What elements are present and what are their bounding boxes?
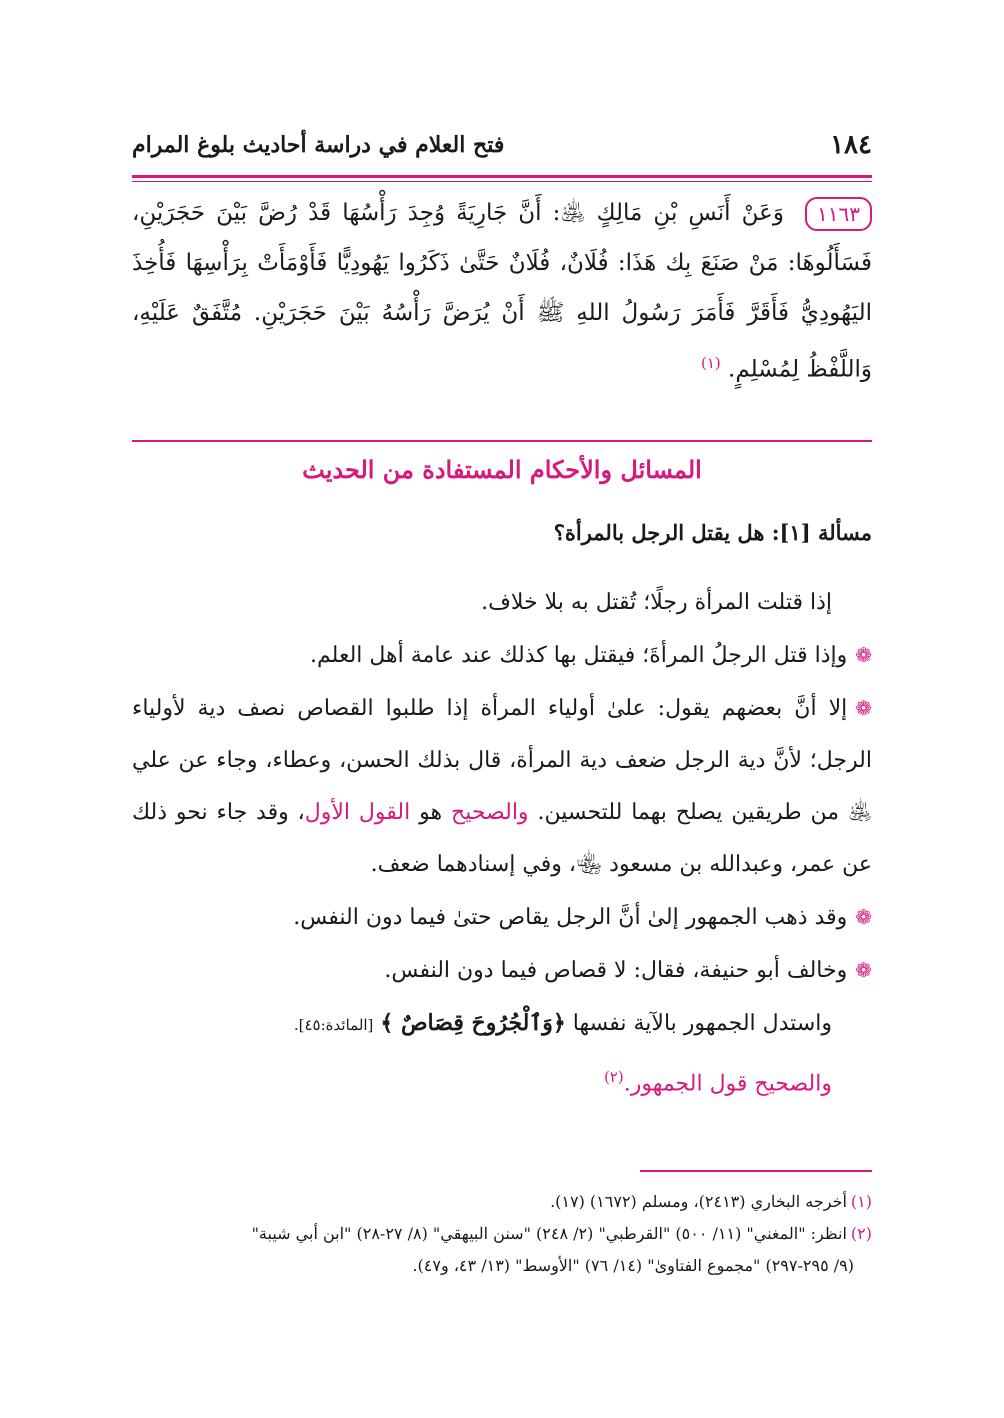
- footnote-2-text-b: (٩/ ٢٩٥-٢٩٧) "مجموع الفتاوىٰ" (١٤/ ٧٦) "الأوسط" (١٣/ ٤٣، و٤٧).: [412, 1256, 854, 1275]
- footnote-ref-1[interactable]: (١): [700, 354, 721, 372]
- flower-icon: ❁: [855, 905, 872, 929]
- paragraph-7: [132, 1051, 872, 1110]
- paragraph-6: [132, 997, 872, 1051]
- correct-label: والصحيح: [451, 800, 529, 825]
- footnote-2-number: (٢): [850, 1224, 872, 1243]
- paragraph-3-is: هو: [419, 800, 443, 825]
- hadith-text: وَعَنْ أَنَسِ بْنِ مَالِكٍ ﵁: أَنَّ جَارِيَةً وُجِدَ رَأْسُهَا قَدْ رُضَّ بَيْنَ حَجَرَيْنِ، فَسَأَلُوهَا: مَنْ صَنَعَ بِك هَذَا: فُلَانٌ، فُلَانٌ حَتَّىٰ ذَكَرُوا يَهُودِيًّا فَأَوْمَأَتْ بِرَأْسِهَا فَأُخِذَ اليَهُودِيُّ فَأَقَرَّ فَأَمَرَ رَسُولُ اللهِ ﷺ أَنْ يُرَضَّ رَأْسُهُ بَيْنَ حَجَرَيْنِ. مُتَّفَقٌ عَلَيْهِ، وَاللَّفْظُ لِمُسْلِمٍ.: [132, 200, 872, 383]
- question-text: هل يقتل الرجل بالمرأة؟: [553, 520, 765, 545]
- paragraph-1: إذا قتلت المرأة رجلًا؛ تُقتل به بلا خلاف.: [481, 590, 832, 615]
- footnotes: [132, 1188, 872, 1284]
- page-number: ١٨٤: [830, 130, 872, 160]
- flower-icon: ❁: [855, 696, 872, 720]
- section-title: المسائل والأحكام المستفادة من الحديث: [302, 455, 702, 484]
- hadith-number-badge: ١١٦٣: [805, 197, 872, 231]
- hadith-block: [132, 188, 872, 395]
- paragraph-4: [132, 891, 872, 944]
- footnote-1-number: (١): [850, 1192, 872, 1211]
- paragraph-5-text: وخالف أبو حنيفة، فقال: لا قصاص فيما دون النفس.: [384, 958, 848, 983]
- first-opinion-label: القول الأول: [304, 800, 411, 825]
- footnote-ref-2[interactable]: (٢): [603, 1068, 624, 1086]
- footnote-2-continued: [132, 1252, 872, 1280]
- paragraph-2-text: وإذا قتل الرجلُ المرأةَ؛ فيقتل بها كذلك عند عامة أهل العلم.: [310, 643, 848, 668]
- footnote-2: [132, 1220, 872, 1248]
- running-title: فتح العلام في دراسة أحاديث بلوغ المرام: [132, 132, 505, 158]
- paragraph-6-text: واستدل الجمهور بالآية نفسها: [572, 1011, 832, 1036]
- question-heading: [132, 520, 872, 545]
- paragraph-3: [132, 682, 872, 891]
- footnote-1-text: أخرجه البخاري (٢٤١٣)، ومسلم (١٦٧٢) (١٧).: [550, 1192, 847, 1211]
- footnote-2-text-a: انظر: "المغني" (١١/ ٥٠٠) "القرطبي" (٢/ ٢٤٨) "سنن البيهقي" (٨/ ٢٧-٢٨) "ابن أبي شيبة": [251, 1224, 847, 1243]
- paragraph-4-text: وقد ذهب الجمهور إلىٰ أنَّ الرجل يقاص حتىٰ فيما دون النفس.: [293, 905, 848, 930]
- header-rule: [132, 175, 872, 178]
- paragraph-2: [132, 629, 872, 682]
- quran-verse: ﴿وَٱلْجُرُوحَ قِصَاصٌ ﴾: [380, 1010, 566, 1036]
- paragraph-5: [132, 944, 872, 997]
- footnote-divider: [640, 1170, 872, 1172]
- flower-icon: ❁: [855, 958, 872, 982]
- page-header: [132, 128, 872, 168]
- question-label: مسألة [١]:: [771, 520, 872, 545]
- paragraph-3-text-a: إلا أنَّ بعضهم يقول: علىٰ أولياء المرأة إذا طلبوا القصاص نصف دية لأولياء الرجل؛ لأنَّ دية الرجل ضعف دية المرأة، قال بذلك الحسن، وعطاء، وجاء عن علي ﵁ من طريقين يصلح بهما للتحسين.: [132, 696, 873, 825]
- paragraph-3-text-b: ، وقد جاء نحو ذلك عن عمر، وعبدالله بن مسعود ﵄، وفي إسنادهما ضعف.: [132, 800, 872, 877]
- verse-reference: [المائدة:٤٥].: [293, 1016, 374, 1034]
- flower-icon: ❁: [855, 643, 872, 667]
- conclusion-text: والصحيح قول الجمهور.: [623, 1071, 832, 1097]
- discussion-body: [132, 577, 872, 1110]
- header-rule-inner: [132, 181, 872, 182]
- footnote-1: [132, 1188, 872, 1216]
- section-divider: [132, 440, 872, 442]
